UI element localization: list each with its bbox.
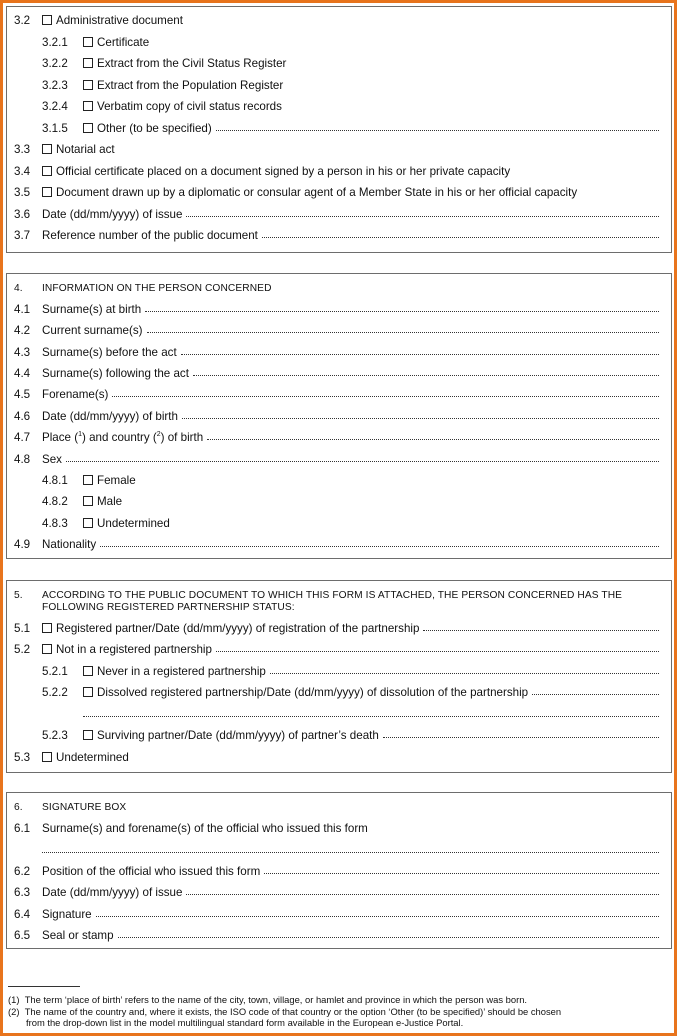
- row-5-2-2-continuation: [83, 706, 659, 722]
- place-of-birth-field[interactable]: [207, 429, 659, 440]
- row-4-1: 4.1 Surname(s) at birth: [14, 301, 659, 317]
- checkbox-dissolved-partnership[interactable]: [83, 687, 93, 697]
- row-4-8-1: 4.8.1 Female: [42, 473, 136, 487]
- form-issue-date-field[interactable]: [186, 884, 659, 895]
- row-4-6: 4.6 Date (dd/mm/yyyy) of birth: [14, 408, 659, 424]
- checkbox-certificate[interactable]: [83, 37, 93, 47]
- section-6-heading: 6. SIGNATURE BOX: [14, 801, 127, 813]
- footnote-separator: [8, 986, 80, 987]
- row-3-2-4: 3.2.4 Verbatim copy of civil status records: [42, 99, 282, 113]
- row-6-1: 6.1 Surname(s) and forename(s) of the official who issued this form: [14, 821, 368, 835]
- sex-field[interactable]: [66, 451, 659, 462]
- reference-number-field[interactable]: [262, 227, 659, 238]
- footnote-1: (1) The term ‘place of birth’ refers to the name of the city, town, village, or hamlet and province in which the person was born.: [8, 994, 528, 1005]
- signature-field[interactable]: [96, 906, 659, 917]
- row-4-8-2: 4.8.2 Male: [42, 494, 123, 508]
- footnote-2: (2) The name of the country and, where it exists, the ISO code of that country or the option ‘Other (to be specified)’ should be chosen: [8, 1006, 562, 1017]
- row-4-9: 4.9 Nationality: [14, 536, 659, 552]
- row-4-3: 4.3 Surname(s) before the act: [14, 344, 659, 360]
- seal-stamp-field[interactable]: [118, 927, 659, 938]
- row-3-2-1: 3.2.1 Certificate: [42, 35, 150, 49]
- surname-at-birth-field[interactable]: [145, 301, 659, 312]
- partner-death-date-field[interactable]: [383, 727, 659, 738]
- checkbox-surviving-partner[interactable]: [83, 730, 93, 740]
- row-3-7: 3.7 Reference number of the public document: [14, 227, 659, 243]
- row-3-6: 3.6 Date (dd/mm/yyyy) of issue: [14, 206, 659, 222]
- surname-following-act-field[interactable]: [193, 365, 659, 376]
- row-3-1-5: 3.1.5 Other (to be specified): [42, 120, 659, 136]
- row-5-2-2: 5.2.2 Dissolved registered partnership/Date (dd/mm/yyyy) of dissolution of the partnership: [42, 684, 659, 700]
- registration-date-field[interactable]: [423, 620, 659, 631]
- checkbox-other[interactable]: [83, 123, 93, 133]
- row-4-4: 4.4 Surname(s) following the act: [14, 365, 659, 381]
- row-5-2-1: 5.2.1 Never in a registered partnership: [42, 663, 659, 679]
- surname-before-act-field[interactable]: [181, 344, 659, 355]
- dissolution-date-field[interactable]: [532, 684, 659, 695]
- checkbox-status-undetermined[interactable]: [42, 752, 52, 762]
- checkbox-never-registered[interactable]: [83, 666, 93, 676]
- checkbox-notarial-act[interactable]: [42, 144, 52, 154]
- row-6-4: 6.4 Signature: [14, 906, 659, 922]
- forename-field[interactable]: [112, 386, 659, 397]
- nationality-field[interactable]: [100, 536, 659, 547]
- row-4-5: 4.5 Forename(s): [14, 386, 659, 402]
- checkbox-sex-undetermined[interactable]: [83, 518, 93, 528]
- row-4-7: 4.7 Place ($^1$) and country ($^2$) of birth: [14, 429, 659, 445]
- checkbox-registered-partner[interactable]: [42, 623, 52, 633]
- checkbox-diplomatic-document[interactable]: [42, 187, 52, 197]
- section-4-heading: 4. INFORMATION ON THE PERSON CONCERNED: [14, 282, 272, 294]
- row-6-5: 6.5 Seal or stamp: [14, 927, 659, 943]
- row-6-1-field: [42, 842, 659, 858]
- other-specify-field[interactable]: [216, 120, 659, 131]
- row-3-2: 3.2 Administrative document: [14, 13, 183, 27]
- section-5-heading-line1: 5. ACCORDING TO THE PUBLIC DOCUMENT TO WHICH THIS FORM IS ATTACHED, THE PERSON CONCERNED HAS THE: [14, 589, 623, 601]
- official-name-field[interactable]: [42, 842, 659, 853]
- not-registered-field[interactable]: [216, 641, 659, 652]
- row-4-8-3: 4.8.3 Undetermined: [42, 516, 170, 530]
- checkbox-female[interactable]: [83, 475, 93, 485]
- current-surname-field[interactable]: [147, 322, 659, 333]
- dissolution-continuation-field[interactable]: [83, 706, 659, 717]
- row-4-2: 4.2 Current surname(s): [14, 322, 659, 338]
- checkbox-population-register-extract[interactable]: [83, 80, 93, 90]
- row-3-2-3: 3.2.3 Extract from the Population Register: [42, 78, 284, 92]
- row-3-3: 3.3 Notarial act: [14, 142, 115, 156]
- row-3-5: 3.5 Document drawn up by a diplomatic or consular agent of a Member State in his or her official capacity: [14, 185, 578, 199]
- footnote-2-line2: from the drop-down list in the model multilingual standard form available in the European e-Justice Portal.: [26, 1017, 464, 1028]
- date-of-issue-field[interactable]: [186, 206, 659, 217]
- row-5-1: 5.1 Registered partner/Date (dd/mm/yyyy) of registration of the partnership: [14, 620, 659, 636]
- checkbox-verbatim-copy[interactable]: [83, 101, 93, 111]
- row-4-8: 4.8 Sex: [14, 451, 659, 467]
- row-6-2: 6.2 Position of the official who issued this form: [14, 863, 659, 879]
- row-5-3: 5.3 Undetermined: [14, 750, 129, 764]
- section-5-heading-line2: FOLLOWING REGISTERED PARTNERSHIP STATUS:: [42, 601, 295, 613]
- checkbox-administrative-document[interactable]: [42, 15, 52, 25]
- row-5-2: 5.2 Not in a registered partnership: [14, 641, 659, 657]
- checkbox-official-certificate[interactable]: [42, 166, 52, 176]
- date-of-birth-field[interactable]: [182, 408, 659, 419]
- row-6-3: 6.3 Date (dd/mm/yyyy) of issue: [14, 884, 659, 900]
- row-5-2-3: 5.2.3 Surviving partner/Date (dd/mm/yyyy) of partner’s death: [42, 727, 659, 743]
- checkbox-male[interactable]: [83, 496, 93, 506]
- row-3-2-2: 3.2.2 Extract from the Civil Status Register: [42, 56, 287, 70]
- official-position-field[interactable]: [264, 863, 659, 874]
- row-3-4: 3.4 Official certificate placed on a document signed by a person in his or her private capacity: [14, 164, 511, 178]
- never-registered-field[interactable]: [270, 663, 659, 674]
- checkbox-not-registered[interactable]: [42, 644, 52, 654]
- checkbox-civil-status-extract[interactable]: [83, 58, 93, 68]
